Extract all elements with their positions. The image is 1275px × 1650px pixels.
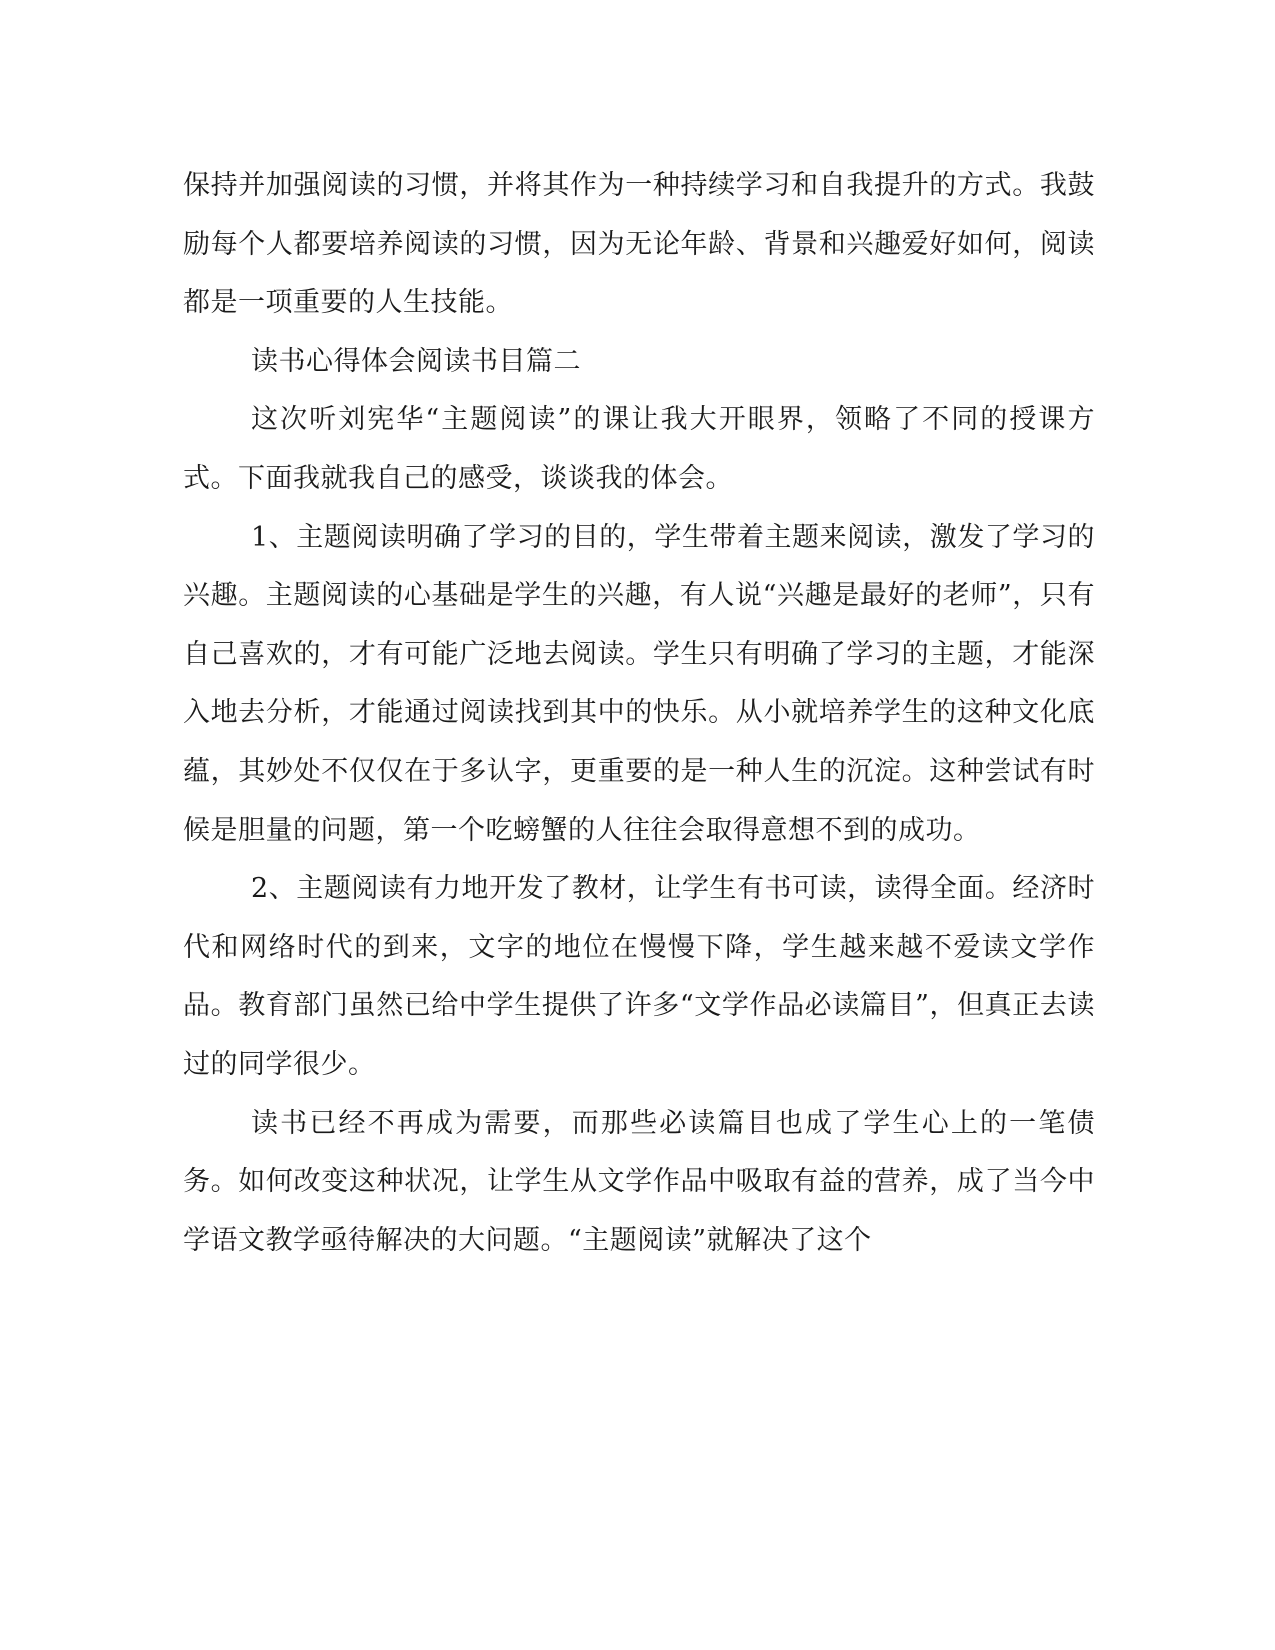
paragraph-point-1: 1、主题阅读明确了学习的目的，学生带着主题来阅读，激发了学习的兴趣。主题阅读的心基础是学生的兴趣，有人说“兴趣是最好的老师”，只有自己喜欢的，才有可能广泛地去阅读。学生只有明确了学习的主题，才能深入地去分析，才能通过阅读找到其中的快乐。从小就培养学生的这种文化底蕴，其妙处不仅仅在于多认字，更重要的是一种人生的沉淀。这种尝试有时候是胆量的问题，第一个吃螃蟹的人往往会取得意想不到的成功。 [183,521,1095,846]
document-body [183,157,1095,1270]
paragraph-reading-burden: 读书已经不再成为需要，而那些必读篇目也成了学生心上的一笔债务。如何改变这种状况，让学生从文学作品中吸取有益的营养，成了当今中学语文教学亟待解决的大问题。“主题阅读”就解决了这个 [183,1107,1095,1256]
paragraph-continuation: 保持并加强阅读的习惯，并将其作为一种持续学习和自我提升的方式。我鼓励每个人都要培养阅读的习惯，因为无论年龄、背景和兴趣爱好如何，阅读都是一项重要的人生技能。 [183,170,1095,319]
paragraph-intro: 这次听刘宪华“主题阅读”的课让我大开眼界，领略了不同的授课方式。下面我就我自己的感受，谈谈我的体会。 [183,404,1095,494]
section-heading: 读书心得体会阅读书目篇二 [251,345,581,377]
paragraph-point-2: 2、主题阅读有力地开发了教材，让学生有书可读，读得全面。经济时代和网络时代的到来，文字的地位在慢慢下降，学生越来越不爱读文学作品。教育部门虽然已给中学生提供了许多“文学作品必读篇目”，但真正去读过的同学很少。 [183,873,1095,1080]
